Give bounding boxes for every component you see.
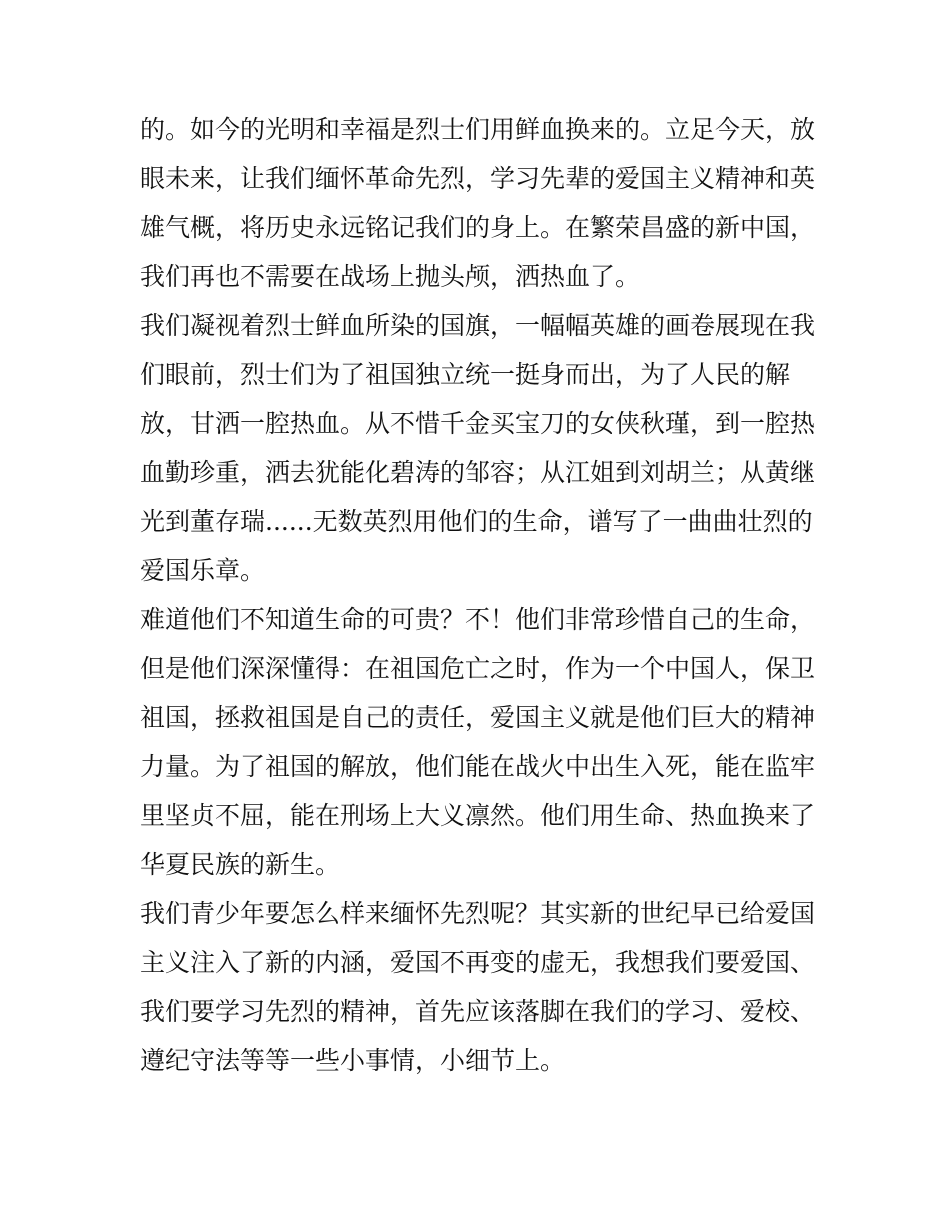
text-line: 爱国乐章。	[140, 556, 266, 585]
text-line: 遵纪守法等等一些小事情，小细节上。	[140, 1046, 566, 1075]
text-line: 但是他们深深懂得：在祖国危亡之时，作为一个中国人，保卫	[140, 654, 816, 683]
text-line: 主义注入了新的内涵，爱国不再变的虚无，我想我们要爱国、	[140, 948, 816, 977]
paragraph-3	[140, 595, 820, 889]
text-line: 我们凝视着烈士鲜血所染的国旗，一幅幅英雄的画卷展现在我	[140, 311, 816, 340]
text-line: 眼未来，让我们缅怀革命先烈，学习先辈的爱国主义精神和英	[140, 164, 816, 193]
text-line: 我们要学习先烈的精神，首先应该落脚在我们的学习、爱校、	[140, 997, 816, 1026]
document-body	[140, 105, 820, 1085]
text-line: 放，甘洒一腔热血。从不惜千金买宝刀的女侠秋瑾，到一腔热	[140, 409, 816, 438]
text-line: 里坚贞不屈，能在刑场上大义凛然。他们用生命、热血换来了	[140, 801, 816, 830]
paragraph-1	[140, 105, 820, 301]
text-line: 雄气概，将历史永远铭记我们的身上。在繁荣昌盛的新中国，	[140, 213, 816, 242]
text-line: 力量。为了祖国的解放，他们能在战火中出生入死，能在监牢	[140, 752, 816, 781]
text-line: 祖国，拯救祖国是自己的责任，爱国主义就是他们巨大的精神	[140, 703, 816, 732]
text-line: 我们青少年要怎么样来缅怀先烈呢？其实新的世纪早已给爱国	[140, 899, 816, 928]
text-line: 血勤珍重，洒去犹能化碧涛的邹容；从江姐到刘胡兰；从黄继	[140, 458, 816, 487]
paragraph-2	[140, 301, 820, 595]
text-line: 我们再也不需要在战场上抛头颅，洒热血了。	[140, 262, 641, 291]
text-line: 华夏民族的新生。	[140, 850, 341, 879]
text-line: 难道他们不知道生命的可贵？不！他们非常珍惜自己的生命，	[140, 605, 816, 634]
paragraph-4	[140, 889, 820, 1085]
text-line: 们眼前，烈士们为了祖国独立统一挺身而出，为了人民的解	[140, 360, 791, 389]
text-line: 光到董存瑞......无数英烈用他们的生命，谱写了一曲曲壮烈的	[140, 507, 813, 536]
text-line: 的。如今的光明和幸福是烈士们用鲜血换来的。立足今天，放	[140, 115, 816, 144]
